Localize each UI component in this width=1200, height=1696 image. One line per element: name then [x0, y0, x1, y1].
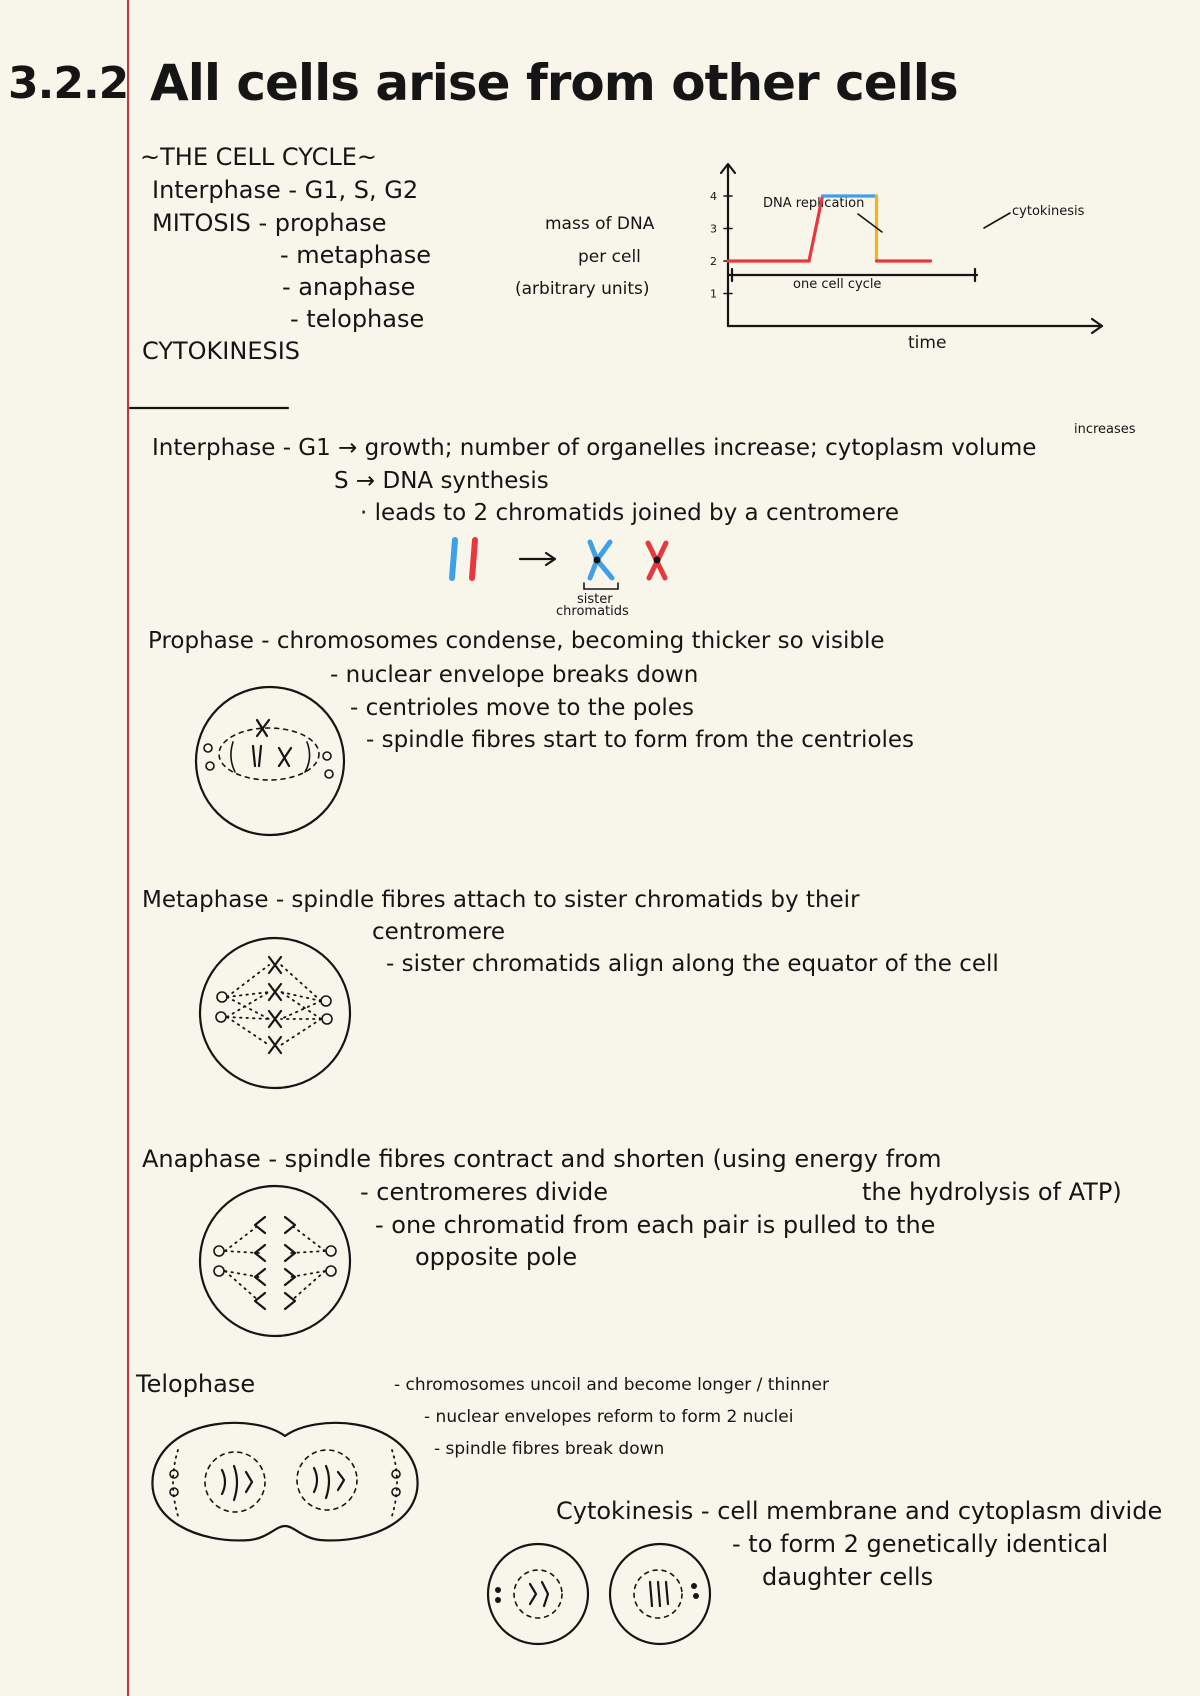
chart-y-tick-label-1: 1: [710, 287, 717, 301]
interphase-s: S → DNA synthesis: [334, 468, 549, 494]
chart-ylabel-1: mass of DNA: [545, 214, 655, 234]
prophase-line-4: - spindle fibres start to form from the centrioles: [366, 727, 915, 753]
chart-annot-cytokinesis: cytokinesis: [1012, 204, 1085, 219]
chart-xlabel: time: [908, 333, 947, 353]
telophase-cell-diagram: [150, 1420, 420, 1545]
cycle-heading: ~THE CELL CYCLE~: [140, 143, 377, 171]
metaphase-line-1: Metaphase - spindle fibres attach to sister chromatids by their: [142, 887, 860, 913]
metaphase-line-2: centromere: [372, 919, 506, 945]
cytokinesis-line-1: Cytokinesis - cell membrane and cytoplasm divide: [556, 1497, 1163, 1525]
chart-annot-replication: DNA replication: [763, 196, 865, 211]
chart-ylabel-2: per cell: [578, 247, 641, 267]
anaphase-line-2: - centromeres divide: [360, 1178, 609, 1206]
sister-label-2: chromatids: [556, 604, 629, 619]
interphase-g1: Interphase - G1 → growth; number of organelles increase; cytoplasm volume: [152, 435, 1037, 461]
anaphase-line-2b: the hydrolysis of ATP): [862, 1178, 1122, 1206]
chart-ylabel-3: (arbitrary units): [515, 279, 650, 299]
cycle-interphase: Interphase - G1, S, G2: [152, 176, 419, 204]
sister-bracket: [584, 583, 618, 589]
cycle-telophase: - telophase: [290, 305, 425, 333]
cycle-anaphase: - anaphase: [282, 273, 416, 301]
page-title: All cells arise from other cells: [150, 54, 958, 112]
anaphase-line-3: - one chromatid from each pair is pulled to the: [375, 1211, 936, 1239]
chart-annot-cycle: one cell cycle: [793, 277, 882, 292]
metaphase-line-3: - sister chromatids align along the equator of the cell: [386, 951, 999, 977]
sister-chromatids-red: [648, 543, 666, 578]
prophase-line-2: - nuclear envelope breaks down: [330, 662, 699, 688]
chart-y-tick-label-2: 2: [710, 255, 717, 268]
cycle-cytokinesis: CYTOKINESIS: [142, 337, 301, 365]
chart-y-tick-label-3: 3: [710, 222, 717, 236]
telophase-line-1: - chromosomes uncoil and become longer / thinner: [394, 1375, 829, 1395]
prophase-line-3: - centrioles move to the poles: [350, 695, 694, 721]
prophase-cell-diagram: [195, 686, 345, 836]
chromosome-blue: [452, 540, 455, 578]
cycle-metaphase: - metaphase: [280, 241, 431, 269]
cytokinesis-line-3: daughter cells: [762, 1563, 934, 1591]
anaphase-line-4: opposite pole: [415, 1243, 578, 1271]
chart-y-tick-label-4: 4: [710, 190, 717, 203]
section-number: 3.2.2: [8, 58, 129, 109]
sister-chromatids-blue: [590, 542, 612, 578]
interphase-increases: increases: [1074, 422, 1136, 437]
telophase-line-3: - spindle fibres break down: [434, 1439, 665, 1459]
chromosome-red: [472, 540, 475, 578]
sister-label-1: sister: [577, 592, 613, 607]
anaphase-line-1: Anaphase - spindle fibres contract and shorten (using energy from: [142, 1145, 942, 1173]
cycle-mitosis: MITOSIS - prophase: [152, 209, 387, 237]
prophase-line-1: Prophase - chromosomes condense, becoming thicker so visible: [148, 628, 885, 654]
telophase-heading: Telophase: [136, 1370, 256, 1398]
cytokinesis-line-2: - to form 2 genetically identical: [732, 1530, 1109, 1558]
metaphase-cell-diagram: [199, 937, 351, 1089]
interphase-leads: · leads to 2 chromatids joined by a centromere: [360, 500, 900, 526]
telophase-line-2: - nuclear envelopes reform to form 2 nuclei: [424, 1407, 794, 1427]
chromatid-diagram: [0, 0, 1200, 620]
anaphase-cell-diagram: [199, 1185, 351, 1337]
daughter-cells-diagram: [486, 1540, 716, 1650]
